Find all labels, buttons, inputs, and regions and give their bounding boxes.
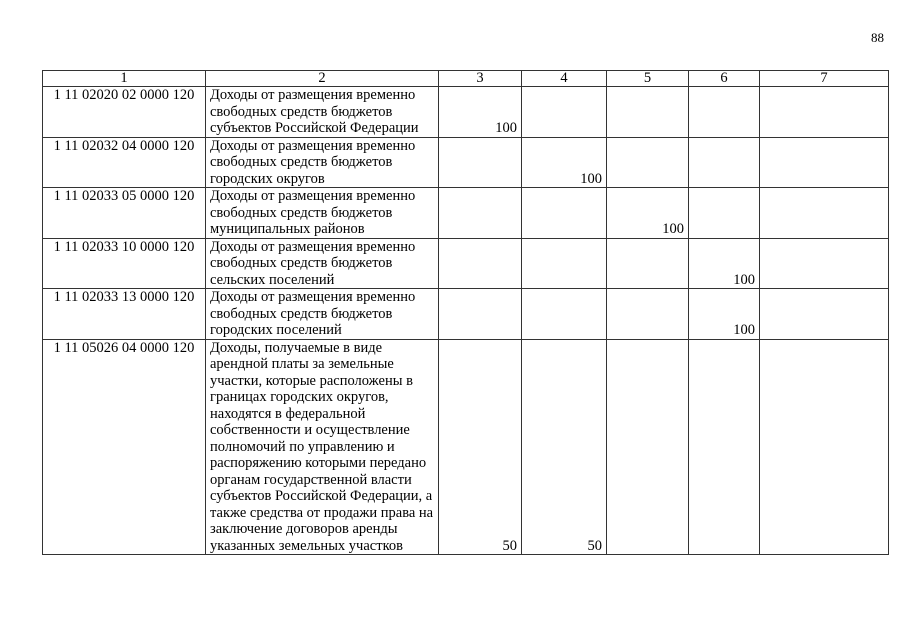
value-cell-col-5: 100 <box>607 188 689 239</box>
value-cell-col-3 <box>439 289 522 340</box>
value-cell-col-6: 100 <box>689 289 760 340</box>
table-header <box>43 71 889 87</box>
value-cell-col-5 <box>607 339 689 555</box>
income-table <box>42 70 889 555</box>
income-code-cell: 1 11 02033 13 0000 120 <box>43 289 206 340</box>
value-cell-col-5 <box>607 87 689 138</box>
income-code-cell: 1 11 02033 05 0000 120 <box>43 188 206 239</box>
value-cell-col-4 <box>522 238 607 289</box>
value-cell-col-5 <box>607 137 689 188</box>
column-header-6: 6 <box>689 71 760 87</box>
value-cell-col-3: 100 <box>439 87 522 138</box>
column-header-7: 7 <box>760 71 889 87</box>
value-cell-col-6: 100 <box>689 238 760 289</box>
income-code-cell: 1 11 02033 10 0000 120 <box>43 238 206 289</box>
column-header-4: 4 <box>522 71 607 87</box>
value-cell-col-6 <box>689 339 760 555</box>
value-cell-col-4 <box>522 87 607 138</box>
value-cell-col-7 <box>760 339 889 555</box>
header-row <box>43 71 889 87</box>
income-description-cell: Доходы от размещения временно свободных средств бюджетов городских округов <box>206 137 439 188</box>
column-header-3: 3 <box>439 71 522 87</box>
value-cell-col-5 <box>607 289 689 340</box>
value-cell-col-3 <box>439 238 522 289</box>
value-cell-col-6 <box>689 137 760 188</box>
table-row <box>43 289 889 340</box>
income-code-cell: 1 11 02020 02 0000 120 <box>43 87 206 138</box>
value-cell-col-3 <box>439 188 522 239</box>
table-row <box>43 339 889 555</box>
income-description-cell: Доходы от размещения временно свободных средств бюджетов сельских поселений <box>206 238 439 289</box>
income-code-cell: 1 11 02032 04 0000 120 <box>43 137 206 188</box>
page-number: 88 <box>871 30 884 45</box>
table-row <box>43 87 889 138</box>
value-cell-col-6 <box>689 188 760 239</box>
value-cell-col-4: 100 <box>522 137 607 188</box>
table-row <box>43 238 889 289</box>
column-header-1: 1 <box>43 71 206 87</box>
value-cell-col-7 <box>760 188 889 239</box>
value-cell-col-4 <box>522 289 607 340</box>
table-row <box>43 137 889 188</box>
value-cell-col-3 <box>439 137 522 188</box>
value-cell-col-7 <box>760 137 889 188</box>
income-description-cell: Доходы от размещения временно свободных средств бюджетов субъектов Российской Федерации <box>206 87 439 138</box>
income-description-cell: Доходы от размещения временно свободных средств бюджетов муниципальных районов <box>206 188 439 239</box>
table-row <box>43 188 889 239</box>
value-cell-col-3: 50 <box>439 339 522 555</box>
value-cell-col-6 <box>689 87 760 138</box>
value-cell-col-4: 50 <box>522 339 607 555</box>
value-cell-col-7 <box>760 87 889 138</box>
column-header-5: 5 <box>607 71 689 87</box>
value-cell-col-5 <box>607 238 689 289</box>
column-header-2: 2 <box>206 71 439 87</box>
value-cell-col-4 <box>522 188 607 239</box>
value-cell-col-7 <box>760 289 889 340</box>
value-cell-col-7 <box>760 238 889 289</box>
table-body <box>43 87 889 555</box>
income-description-cell: Доходы от размещения временно свободных средств бюджетов городских поселений <box>206 289 439 340</box>
income-description-cell: Доходы, получаемые в виде арендной платы за земельные участки, которые расположены в границах городских округов, находятся в федеральной собственности и осуществление полномочий по управлению и распоряжению которыми передано органам государственной власти субъектов Российской Федерации, а также средства от продажи права на заключение договоров аренды указанных земельных участков <box>206 339 439 555</box>
income-code-cell: 1 11 05026 04 0000 120 <box>43 339 206 555</box>
